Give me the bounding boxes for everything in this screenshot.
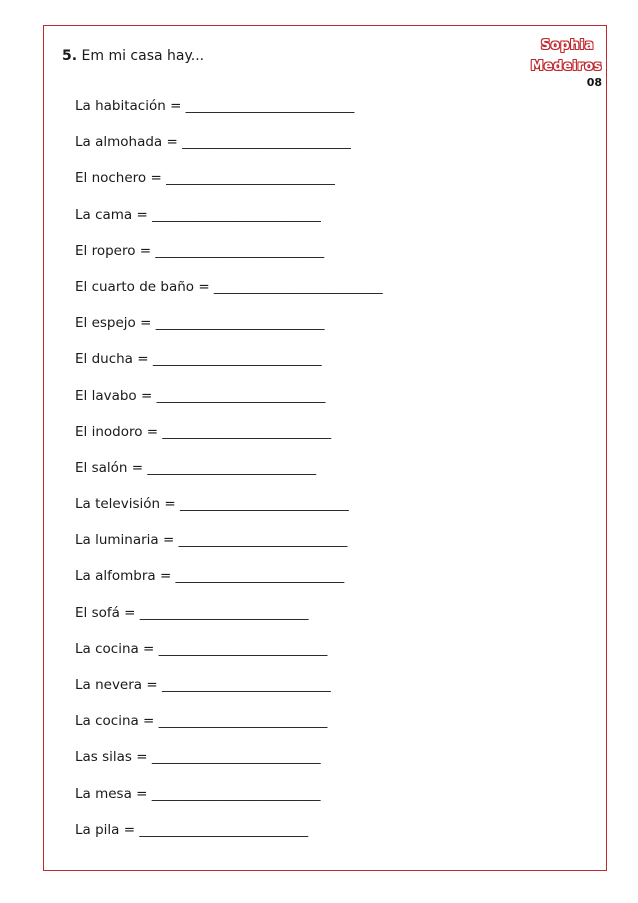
list-item: La alfombra = _________________________	[75, 568, 345, 585]
list-item: La almohada = _________________________	[75, 134, 351, 151]
list-item: El lavabo = _________________________	[75, 387, 326, 404]
author-brand	[531, 38, 602, 89]
list-item: La cama = _________________________	[75, 206, 321, 223]
page-number: 08	[586, 76, 602, 89]
list-item: La mesa = _________________________	[75, 785, 321, 802]
list-item: La cocina = _________________________	[75, 640, 328, 657]
list-item: El cuarto de baño = _________________________	[75, 278, 383, 295]
list-item: La nevera = _________________________	[75, 677, 331, 693]
vocabulary-list	[75, 97, 383, 857]
list-item: Las silas = _________________________	[75, 749, 321, 766]
list-item: La luminaria = _________________________	[75, 532, 348, 549]
brand-line-1: Sophia	[540, 38, 594, 53]
exercise-number: 5.	[62, 48, 78, 64]
list-item: El inodoro = _________________________	[75, 423, 332, 440]
list-item: La habitación = _________________________	[75, 98, 355, 114]
list-item: El sofá = _________________________	[75, 604, 309, 621]
list-item: El espejo = _________________________	[75, 315, 325, 332]
list-item: El salón = _________________________	[75, 459, 317, 476]
exercise-heading	[62, 48, 204, 64]
brand-line-2: Medeiros	[530, 59, 602, 74]
list-item: La cocina = _________________________	[75, 713, 328, 730]
list-item: El ducha = _________________________	[75, 351, 322, 368]
list-item: El nochero = _________________________	[75, 170, 335, 187]
list-item: La pila = _________________________	[75, 821, 309, 838]
list-item: La televisión = _________________________	[75, 496, 349, 513]
list-item: El ropero = _________________________	[75, 242, 325, 259]
exercise-title: Em mi casa hay...	[77, 48, 205, 64]
